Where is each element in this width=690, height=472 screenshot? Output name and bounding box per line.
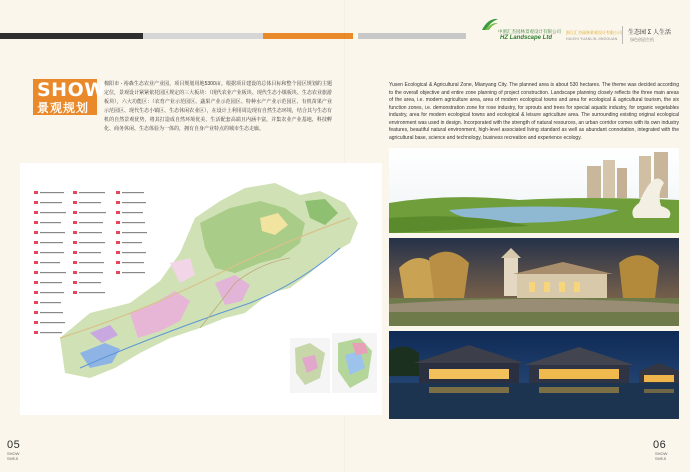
yz-company-cn: 浙江汇杰园林景观设计有限公司 [566,30,622,35]
photo-pavilion-dusk [389,238,679,326]
header-bar-dark [0,33,143,39]
header-bar-light [143,33,263,39]
header-bar-grey [358,33,466,39]
page-label-left [7,451,19,461]
yz-company-en: HUIZHI YUANLIN JINGGUAN [566,37,618,41]
hz-logo-icon [480,16,500,32]
page-label-right [655,451,667,461]
header-divider [622,26,623,44]
master-plan-drawing [20,163,382,415]
chinese-paragraph: 棉阳市 - 裕森生态农业产业园，项目规划用地5300亩。根据项目建设的总体目标和整个园区规划的主题定位，景观设计紧紧依托园区规定的三大板块：（现代农业产业板块、现代生态小镇板块、生态农业旅游板块），六大功能区：（农育产业示范园区、蔬果产业示范园区、特种水产产业示范园区、有机苗果产业示范园区、现代生态小镇区、生态休闲农业区），在设计上利用周边现有自然生态环境，结合其与生态有机的自然景观优势，将其打造成自然环境优美、生活配套高端且内涵丰富，并集农业产业基地、科技孵化、商务休闲、生态体验为一体的，拥有自身产业特点的城市生态走廊。 [104,81,332,132]
photo-waterfront-night [389,331,679,419]
page-label-right-line1: SHOW [655,451,668,456]
page-number-right: 06 [653,439,667,451]
hz-company-en: HZ Landscape Ltd [500,35,553,41]
slogan-sub: 绿色创造生机 [630,37,654,42]
page-label-left-line1: SHOW [7,451,20,456]
inset-maps [290,333,377,393]
master-plan-map [20,163,382,415]
section-title-en: SHOW [37,79,106,101]
page-label-left-line2: SHEJI [7,456,19,461]
page-number-left: 05 [7,439,21,451]
hz-company-cn: 中浙汇杰园林景观设计有限公司 [498,29,561,34]
slogan: 生态园 Σ 人生活 [628,30,672,36]
header-bar-orange [263,33,353,39]
section-title-cn: 景观规划 [37,101,90,115]
photo-lakeside-towers [389,148,679,233]
english-paragraph: Yusen Ecological & Agricultural Zone, Mianyang City. The planned area is about 530 hectares. The theme was decided according to the overall objective and entire zone planning of project construction. Landscape planning closely reflects the three main areas of the area, i.e. modern agriculture area, area of modern ecological towns and area for ecological & agricultural tourism, the six function zones, i.e. demonstration zone for rose industry, for sprouts and trees for special aquatic industry, for organic vegetables industry, area for modern ecological towns and ecological & leisure agriculture area. The surrounding existing original ecological environment was used in design. Incorporated with the strength of natural resources, an urban corridor comes with its own industry features, beautiful natural environment, high-level associated living standard as well as abundant connotation, integrated with the agricultural base, science and technology, business recreation and experience ecology. [389,82,679,141]
page-label-right-line2: SHEJI [655,456,667,461]
